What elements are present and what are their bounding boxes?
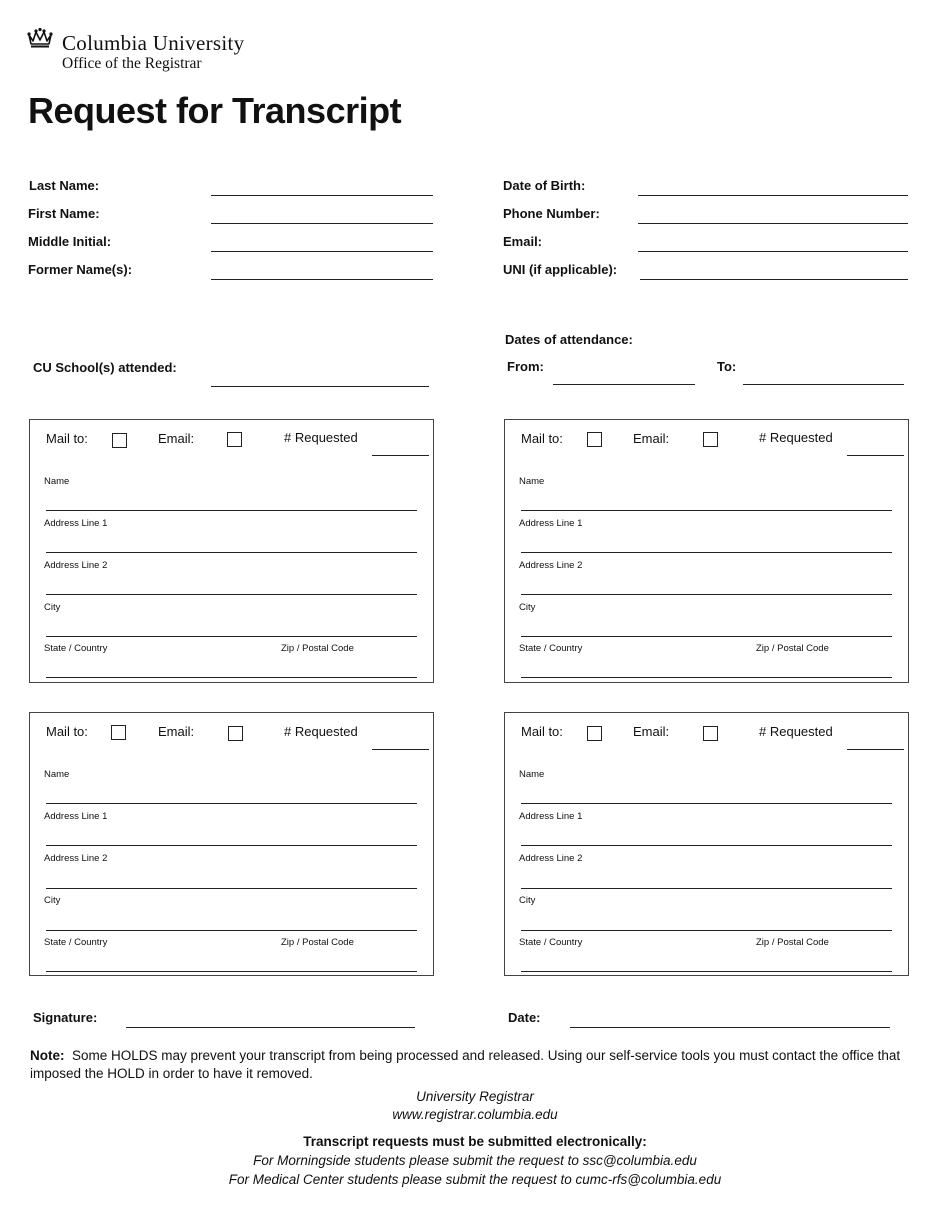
university-name: Columbia University <box>62 31 245 55</box>
note-label: Note: <box>30 1048 65 1063</box>
former-names-input[interactable] <box>211 263 433 280</box>
email-option-label: Email: <box>158 724 195 739</box>
mail-to-label: Mail to: <box>521 724 563 739</box>
phone-input[interactable] <box>638 207 908 224</box>
first-name-input[interactable] <box>211 207 433 224</box>
page-title: Request for Transcript <box>28 90 402 131</box>
mail-to-checkbox[interactable] <box>587 726 602 741</box>
address2-field-line[interactable] <box>521 594 892 595</box>
email-checkbox[interactable] <box>227 432 242 447</box>
address1-field-label: Address Line 1 <box>44 518 108 529</box>
hold-note <box>30 1047 910 1083</box>
uni-label: UNI (if applicable): <box>503 262 618 277</box>
submit-heading: Transcript requests must be submitted electronically: <box>303 1134 647 1149</box>
address2-field-label: Address Line 2 <box>44 853 108 864</box>
mail-to-label: Mail to: <box>521 431 563 446</box>
note-text: Some HOLDS may prevent your transcript from being processed and released. Using our self-service tools you must contact the office that imposed the HOLD in order to have it removed. <box>30 1048 901 1081</box>
first-name-label: First Name: <box>28 206 100 221</box>
phone-label: Phone Number: <box>503 206 600 221</box>
state-zip-field-line[interactable] <box>521 971 892 972</box>
registrar-website[interactable]: www.registrar.columbia.edu <box>392 1107 558 1122</box>
email-option-label: Email: <box>158 431 195 446</box>
date-input[interactable] <box>570 1011 890 1028</box>
mail-to-label: Mail to: <box>46 431 88 446</box>
city-field-label: City <box>44 602 61 613</box>
name-field-line[interactable] <box>521 510 892 511</box>
from-label: From: <box>507 359 544 374</box>
requested-label: # Requested <box>759 724 833 739</box>
city-field-label: City <box>519 895 536 906</box>
to-label: To: <box>717 359 737 374</box>
office-name: Office of the Registrar <box>62 55 202 72</box>
city-field-line[interactable] <box>46 636 417 637</box>
name-field-label: Name <box>519 769 545 780</box>
recipient-box-3 <box>29 712 434 976</box>
name-field-label: Name <box>44 769 70 780</box>
city-field-label: City <box>519 602 536 613</box>
requested-input-line[interactable] <box>847 455 904 456</box>
requested-input-line[interactable] <box>372 455 429 456</box>
address1-field-label: Address Line 1 <box>44 811 108 822</box>
mail-to-checkbox[interactable] <box>112 433 127 448</box>
city-field-line[interactable] <box>521 930 892 931</box>
name-field-label: Name <box>519 476 545 487</box>
state-zip-field-line[interactable] <box>521 677 892 678</box>
address1-field-label: Address Line 1 <box>519 811 583 822</box>
crown-icon <box>27 27 53 49</box>
middle-initial-label: Middle Initial: <box>28 234 112 249</box>
state-country-field-label: State / Country <box>519 643 583 654</box>
address1-field-line[interactable] <box>46 552 417 553</box>
dob-input[interactable] <box>638 179 908 196</box>
last-name-label: Last Name: <box>29 178 100 193</box>
address1-field-line[interactable] <box>46 845 417 846</box>
name-field-label: Name <box>44 476 70 487</box>
school-label: CU School(s) attended: <box>33 360 177 375</box>
email-option-label: Email: <box>633 431 670 446</box>
signature-input[interactable] <box>126 1011 415 1028</box>
zip-field-label: Zip / Postal Code <box>756 937 829 948</box>
city-field-line[interactable] <box>521 636 892 637</box>
to-input[interactable] <box>743 368 904 385</box>
requested-label: # Requested <box>759 430 833 445</box>
address2-field-line[interactable] <box>521 888 892 889</box>
from-input[interactable] <box>553 368 695 385</box>
email-checkbox[interactable] <box>703 432 718 447</box>
signature-label: Signature: <box>33 1010 98 1025</box>
address2-field-label: Address Line 2 <box>44 560 108 571</box>
school-input[interactable] <box>211 370 429 387</box>
name-field-line[interactable] <box>521 803 892 804</box>
zip-field-label: Zip / Postal Code <box>281 643 354 654</box>
address1-field-line[interactable] <box>521 845 892 846</box>
dob-label: Date of Birth: <box>503 178 586 193</box>
recipient-box-1 <box>29 419 434 683</box>
email-label: Email: <box>503 234 543 249</box>
name-field-line[interactable] <box>46 510 417 511</box>
email-option-label: Email: <box>633 724 670 739</box>
recipient-box-2 <box>504 419 909 683</box>
mail-to-label: Mail to: <box>46 724 88 739</box>
mail-to-checkbox[interactable] <box>587 432 602 447</box>
zip-field-label: Zip / Postal Code <box>756 643 829 654</box>
address2-field-line[interactable] <box>46 594 417 595</box>
state-country-field-label: State / Country <box>519 937 583 948</box>
state-zip-field-line[interactable] <box>46 677 417 678</box>
last-name-input[interactable] <box>211 179 433 196</box>
recipient-box-4 <box>504 712 909 976</box>
requested-label: # Requested <box>284 430 358 445</box>
middle-initial-input[interactable] <box>211 235 433 252</box>
name-field-line[interactable] <box>46 803 417 804</box>
city-field-label: City <box>44 895 61 906</box>
registrar-name: University Registrar <box>416 1089 534 1104</box>
state-zip-field-line[interactable] <box>46 971 417 972</box>
email-checkbox[interactable] <box>703 726 718 741</box>
medical-center-instructions: For Medical Center students please submit the request to cumc-rfs@columbia.edu <box>228 1172 722 1187</box>
date-label: Date: <box>508 1010 541 1025</box>
former-names-label: Former Name(s): <box>28 262 133 277</box>
state-country-field-label: State / Country <box>44 937 108 948</box>
state-country-field-label: State / Country <box>44 643 108 654</box>
address2-field-label: Address Line 2 <box>519 853 583 864</box>
morningside-instructions: For Morningside students please submit the request to ssc@columbia.edu <box>253 1153 697 1168</box>
city-field-line[interactable] <box>46 930 417 931</box>
address1-field-label: Address Line 1 <box>519 518 583 529</box>
address2-field-line[interactable] <box>46 888 417 889</box>
requested-input-line[interactable] <box>372 749 429 750</box>
requested-label: # Requested <box>284 724 358 739</box>
uni-input[interactable] <box>640 263 908 280</box>
email-input[interactable] <box>638 235 908 252</box>
zip-field-label: Zip / Postal Code <box>281 937 354 948</box>
address1-field-line[interactable] <box>521 552 892 553</box>
requested-input-line[interactable] <box>847 749 904 750</box>
dates-of-attendance-heading: Dates of attendance: <box>505 332 633 347</box>
address2-field-label: Address Line 2 <box>519 560 583 571</box>
mail-to-checkbox[interactable] <box>111 725 126 740</box>
email-checkbox[interactable] <box>228 726 243 741</box>
